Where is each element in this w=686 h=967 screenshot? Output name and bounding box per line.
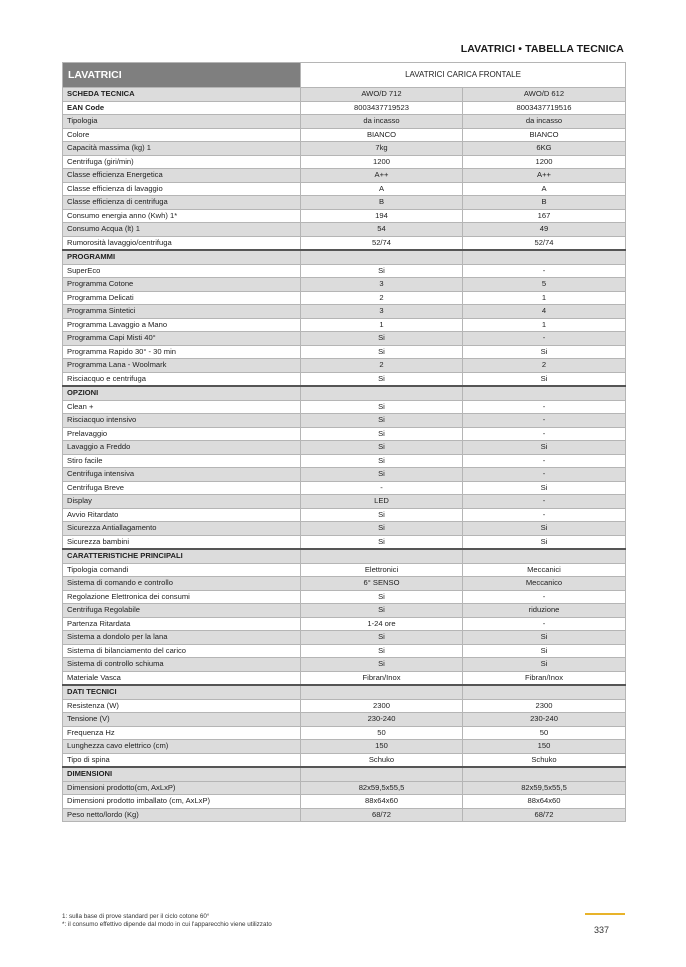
row-label: Tipologia xyxy=(63,115,301,129)
table-row xyxy=(63,631,626,645)
value-model-a: Si xyxy=(301,332,463,346)
value-model-b: - xyxy=(463,468,626,482)
value-model-b: 2300 xyxy=(463,699,626,713)
table-row xyxy=(63,264,626,278)
value-model-b: 2 xyxy=(463,359,626,373)
table-row xyxy=(63,441,626,455)
value-model-a: 2 xyxy=(301,359,463,373)
table-row xyxy=(63,372,626,386)
footnote: *: il consumo effettivo dipende dal modo in cui l'apparecchio viene utilizzato xyxy=(62,921,272,928)
table-row xyxy=(63,508,626,522)
value-model-a: 52/74 xyxy=(301,236,463,250)
value-model-b: 68/72 xyxy=(463,808,626,822)
table-row xyxy=(63,590,626,604)
value-model-a: 150 xyxy=(301,740,463,754)
value-model-b: 88x64x60 xyxy=(463,795,626,809)
table-row xyxy=(63,644,626,658)
value-model-a: Si xyxy=(301,644,463,658)
section-header-row xyxy=(63,250,626,264)
value-model-a: 54 xyxy=(301,223,463,237)
table-row xyxy=(63,169,626,183)
table-row xyxy=(63,101,626,115)
table-row xyxy=(63,454,626,468)
value-model-b: riduzione xyxy=(463,604,626,618)
value-model-b: 230-240 xyxy=(463,713,626,727)
table-row xyxy=(63,468,626,482)
row-label: Resistenza (W) xyxy=(63,699,301,713)
value-model-a xyxy=(301,386,463,400)
section-header-row xyxy=(63,386,626,400)
row-label: Sistema di controllo schiuma xyxy=(63,658,301,672)
row-label: Sicurezza Antiallagamento xyxy=(63,522,301,536)
table-row xyxy=(63,414,626,428)
row-label: Lunghezza cavo elettrico (cm) xyxy=(63,740,301,754)
table-row xyxy=(63,495,626,509)
row-label: Clean + xyxy=(63,400,301,414)
value-model-b: Si xyxy=(463,345,626,359)
row-label: Sistema a dondolo per la lana xyxy=(63,631,301,645)
value-model-a: A xyxy=(301,182,463,196)
value-model-b: 167 xyxy=(463,209,626,223)
row-label: Dimensioni prodotto imballato (cm, AxLxP) xyxy=(63,795,301,809)
table-row xyxy=(63,278,626,292)
value-model-a: Si xyxy=(301,454,463,468)
table-row xyxy=(63,128,626,142)
row-label: Stiro facile xyxy=(63,454,301,468)
table-row xyxy=(63,345,626,359)
page-title: LAVATRICI • TABELLA TECNICA xyxy=(460,43,624,55)
row-label: Capacità massima (kg) 1 xyxy=(63,142,301,156)
value-model-a: Si xyxy=(301,400,463,414)
row-label: CARATTERISTICHE PRINCIPALI xyxy=(63,549,301,563)
row-label: Sistema di comando e controllo xyxy=(63,577,301,591)
page-number: 337 xyxy=(594,925,610,935)
row-label: Classe efficienza Energetica xyxy=(63,169,301,183)
row-label: Programma Capi Misti 40° xyxy=(63,332,301,346)
table-row xyxy=(63,699,626,713)
value-model-a: LED xyxy=(301,495,463,509)
table-row xyxy=(63,577,626,591)
table-row xyxy=(63,753,626,767)
table-row xyxy=(63,359,626,373)
value-model-b: 1 xyxy=(463,291,626,305)
row-label: Rumorosità lavaggio/centrifuga xyxy=(63,236,301,250)
value-model-b: Si xyxy=(463,535,626,549)
value-model-a: Si xyxy=(301,372,463,386)
row-label: Centrifuga Breve xyxy=(63,481,301,495)
value-model-b: AWO/D 612 xyxy=(463,88,626,102)
value-model-a: 2 xyxy=(301,291,463,305)
table-row xyxy=(63,182,626,196)
row-label: SCHEDA TECNICA xyxy=(63,88,301,102)
value-model-a: Si xyxy=(301,264,463,278)
value-model-b: Si xyxy=(463,631,626,645)
value-model-b: - xyxy=(463,495,626,509)
value-model-a: Fibran/Inox xyxy=(301,671,463,685)
value-model-b: Si xyxy=(463,644,626,658)
row-label: Display xyxy=(63,495,301,509)
row-label: Centrifuga (giri/min) xyxy=(63,155,301,169)
value-model-a: Si xyxy=(301,427,463,441)
table-row xyxy=(63,522,626,536)
table-row xyxy=(63,400,626,414)
value-model-b: 1 xyxy=(463,318,626,332)
table-title: LAVATRICI xyxy=(63,63,301,88)
section-header-row xyxy=(63,549,626,563)
row-label: DIMENSIONI xyxy=(63,767,301,781)
value-model-a: Elettronici xyxy=(301,563,463,577)
value-model-a: Si xyxy=(301,535,463,549)
row-label: OPZIONI xyxy=(63,386,301,400)
value-model-b: Si xyxy=(463,522,626,536)
row-label: Centrifuga intensiva xyxy=(63,468,301,482)
value-model-b: BIANCO xyxy=(463,128,626,142)
table-row xyxy=(63,617,626,631)
row-label: Programma Delicati xyxy=(63,291,301,305)
table-title-row xyxy=(63,63,626,88)
value-model-b: 1200 xyxy=(463,155,626,169)
row-label: Dimensioni prodotto(cm, AxLxP) xyxy=(63,781,301,795)
row-label: Programma Sintetici xyxy=(63,305,301,319)
table-row xyxy=(63,427,626,441)
value-model-a: Si xyxy=(301,345,463,359)
table-row xyxy=(63,563,626,577)
value-model-b xyxy=(463,767,626,781)
value-model-b: A++ xyxy=(463,169,626,183)
table-row xyxy=(63,88,626,102)
value-model-b: 6KG xyxy=(463,142,626,156)
value-model-a: 230-240 xyxy=(301,713,463,727)
value-model-a: 1200 xyxy=(301,155,463,169)
row-label: Regolazione Elettronica dei consumi xyxy=(63,590,301,604)
row-label: Tipo di spina xyxy=(63,753,301,767)
value-model-b: A xyxy=(463,182,626,196)
table-row xyxy=(63,713,626,727)
table-row xyxy=(63,236,626,250)
value-model-b: Fibran/Inox xyxy=(463,671,626,685)
value-model-b: Meccanici xyxy=(463,563,626,577)
table-row xyxy=(63,142,626,156)
section-header-row xyxy=(63,685,626,699)
row-label: Programma Cotone xyxy=(63,278,301,292)
table-row xyxy=(63,318,626,332)
value-model-b: 49 xyxy=(463,223,626,237)
footnotes xyxy=(62,913,272,929)
value-model-b: - xyxy=(463,414,626,428)
row-label: Classe efficienza di centrifuga xyxy=(63,196,301,210)
row-label: Programma Lavaggio a Mano xyxy=(63,318,301,332)
row-label: Avvio Ritardato xyxy=(63,508,301,522)
table-row xyxy=(63,781,626,795)
value-model-b: Si xyxy=(463,658,626,672)
value-model-b: 4 xyxy=(463,305,626,319)
value-model-a: 7kg xyxy=(301,142,463,156)
value-model-a: Si xyxy=(301,414,463,428)
value-model-a xyxy=(301,549,463,563)
value-model-a: 3 xyxy=(301,278,463,292)
value-model-b: da incasso xyxy=(463,115,626,129)
value-model-a: A++ xyxy=(301,169,463,183)
value-model-b: - xyxy=(463,617,626,631)
row-label: Partenza Ritardata xyxy=(63,617,301,631)
value-model-b: B xyxy=(463,196,626,210)
table-row xyxy=(63,671,626,685)
table-row xyxy=(63,535,626,549)
value-model-b: 150 xyxy=(463,740,626,754)
value-model-b xyxy=(463,549,626,563)
row-label: Frequenza Hz xyxy=(63,726,301,740)
value-model-a: 82x59,5x55,5 xyxy=(301,781,463,795)
value-model-a: 8003437719523 xyxy=(301,101,463,115)
footnote: 1: sulla base di prove standard per il ciclo cotone 60° xyxy=(62,913,210,920)
row-label: Materiale Vasca xyxy=(63,671,301,685)
value-model-a: AWO/D 712 xyxy=(301,88,463,102)
value-model-b xyxy=(463,386,626,400)
table-row xyxy=(63,604,626,618)
value-model-b: - xyxy=(463,454,626,468)
value-model-a: 6° SENSO xyxy=(301,577,463,591)
row-label: Prelavaggio xyxy=(63,427,301,441)
table-row xyxy=(63,115,626,129)
value-model-b xyxy=(463,250,626,264)
section-header-row xyxy=(63,767,626,781)
value-model-a: Si xyxy=(301,604,463,618)
value-model-a: da incasso xyxy=(301,115,463,129)
value-model-a: 1 xyxy=(301,318,463,332)
page-number-accent-line xyxy=(585,913,625,915)
row-label: Peso netto/lordo (Kg) xyxy=(63,808,301,822)
value-model-a: Schuko xyxy=(301,753,463,767)
row-label: SuperEco xyxy=(63,264,301,278)
table-row xyxy=(63,155,626,169)
table-row xyxy=(63,808,626,822)
table-row xyxy=(63,291,626,305)
value-model-a: BIANCO xyxy=(301,128,463,142)
value-model-a xyxy=(301,767,463,781)
value-model-a: 68/72 xyxy=(301,808,463,822)
value-model-b: 52/74 xyxy=(463,236,626,250)
row-label: Tipologia comandi xyxy=(63,563,301,577)
value-model-b: Schuko xyxy=(463,753,626,767)
value-model-b: 50 xyxy=(463,726,626,740)
table-row xyxy=(63,223,626,237)
table-row xyxy=(63,209,626,223)
row-label: Colore xyxy=(63,128,301,142)
table-row xyxy=(63,658,626,672)
value-model-a: 194 xyxy=(301,209,463,223)
value-model-a: 50 xyxy=(301,726,463,740)
row-label: Tensione (V) xyxy=(63,713,301,727)
table-row xyxy=(63,795,626,809)
row-label: Consumo energia anno (Kwh) 1* xyxy=(63,209,301,223)
row-label: EAN Code xyxy=(63,101,301,115)
value-model-b xyxy=(463,685,626,699)
table-row xyxy=(63,481,626,495)
value-model-a xyxy=(301,685,463,699)
value-model-b: 5 xyxy=(463,278,626,292)
value-model-b: 82x59,5x55,5 xyxy=(463,781,626,795)
spec-table xyxy=(62,62,626,822)
row-label: PROGRAMMI xyxy=(63,250,301,264)
value-model-a: Si xyxy=(301,468,463,482)
value-model-b: - xyxy=(463,508,626,522)
value-model-b: Si xyxy=(463,441,626,455)
row-label: Programma Lana - Woolmark xyxy=(63,359,301,373)
table-row xyxy=(63,305,626,319)
row-label: Sicurezza bambini xyxy=(63,535,301,549)
value-model-a: Si xyxy=(301,522,463,536)
value-model-a: 2300 xyxy=(301,699,463,713)
row-label: Classe efficienza di lavaggio xyxy=(63,182,301,196)
value-model-b: - xyxy=(463,590,626,604)
value-model-b: Meccanico xyxy=(463,577,626,591)
value-model-a: 3 xyxy=(301,305,463,319)
row-label: Lavaggio a Freddo xyxy=(63,441,301,455)
table-row xyxy=(63,196,626,210)
value-model-a: Si xyxy=(301,590,463,604)
value-model-a: 88x64x60 xyxy=(301,795,463,809)
value-model-b: - xyxy=(463,264,626,278)
table-row xyxy=(63,740,626,754)
value-model-a: Si xyxy=(301,508,463,522)
value-model-a: - xyxy=(301,481,463,495)
value-model-b: 8003437719516 xyxy=(463,101,626,115)
value-model-b: Si xyxy=(463,372,626,386)
value-model-a: 1-24 ore xyxy=(301,617,463,631)
row-label: Consumo Acqua (lt) 1 xyxy=(63,223,301,237)
value-model-a: B xyxy=(301,196,463,210)
value-model-b: Si xyxy=(463,481,626,495)
value-model-a: Si xyxy=(301,658,463,672)
row-label: DATI TECNICI xyxy=(63,685,301,699)
table-row xyxy=(63,726,626,740)
value-model-b: - xyxy=(463,400,626,414)
table-row xyxy=(63,332,626,346)
value-model-a: Si xyxy=(301,631,463,645)
value-model-a: Si xyxy=(301,441,463,455)
row-label: Programma Rapido 30° - 30 min xyxy=(63,345,301,359)
row-label: Centrifuga Regolabile xyxy=(63,604,301,618)
row-label: Sistema di bilanciamento del carico xyxy=(63,644,301,658)
row-label: Risciacquo intensivo xyxy=(63,414,301,428)
value-model-b: - xyxy=(463,427,626,441)
row-label: Risciacquo e centrifuga xyxy=(63,372,301,386)
value-model-b: - xyxy=(463,332,626,346)
category-label: LAVATRICI CARICA FRONTALE xyxy=(301,63,626,88)
value-model-a xyxy=(301,250,463,264)
